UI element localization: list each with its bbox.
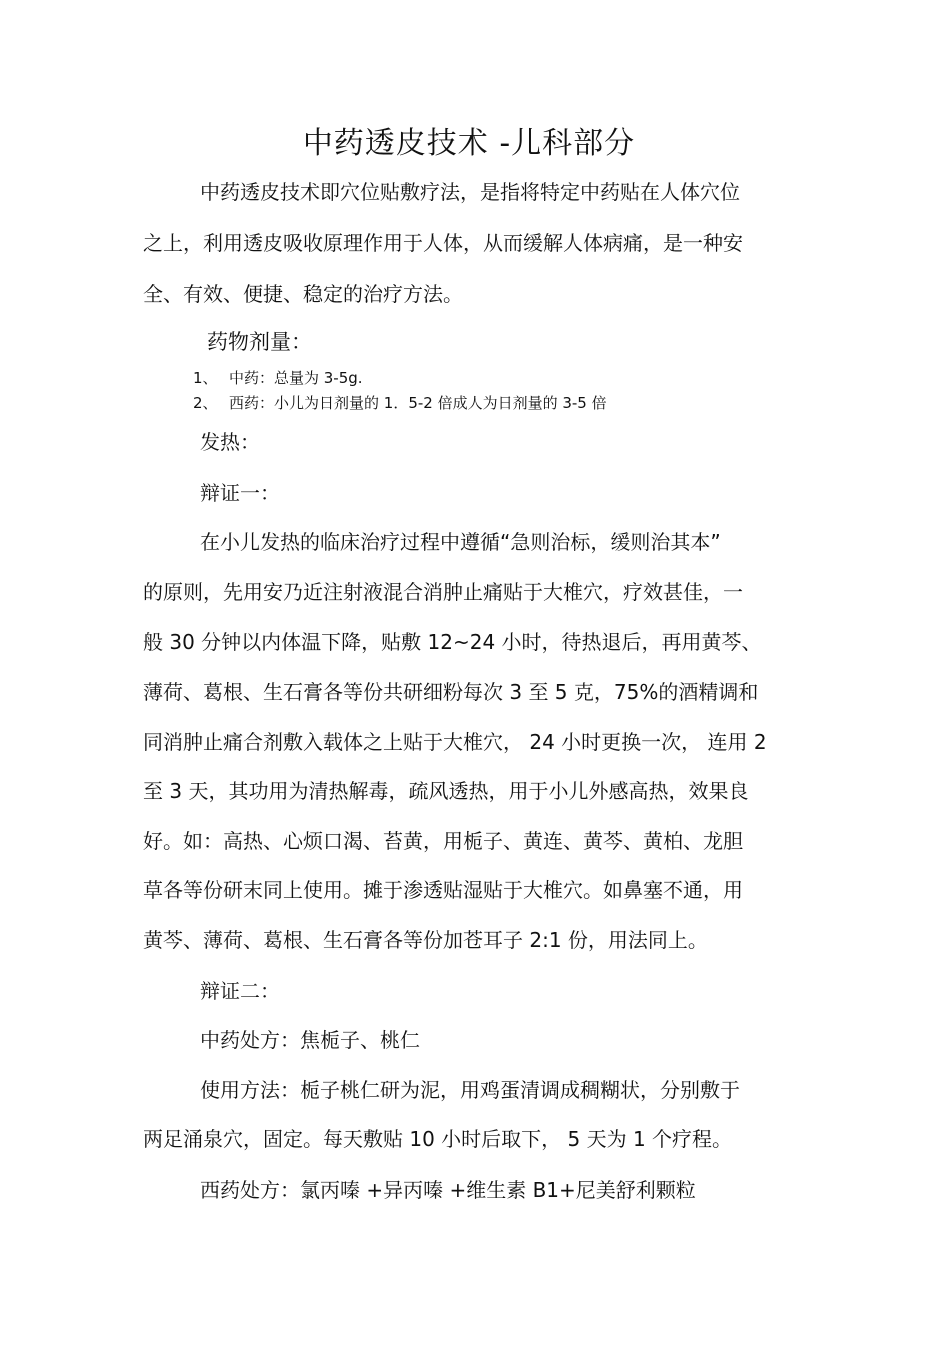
usage-line-1: 使用方法：栀子桃仁研为泥，用鸡蛋清调成稠糊状，分别敷于: [200, 1078, 740, 1102]
pattern-1-line-3: 般 30 分钟以内体温下降，贴敷 12~24 小时，待热退后，再用黄芩、: [143, 630, 762, 654]
pattern-1-line-7: 好。如：高热、心烦口渴、苔黄，用栀子、黄连、黄芩、黄柏、龙胆: [143, 829, 743, 853]
dosage-item-text: 中药：总量为 3-5g.: [229, 369, 363, 387]
intro-line-2: 之上，利用透皮吸收原理作用于人体，从而缓解人体病痛，是一种安: [143, 231, 743, 255]
pattern-1-line-1: 在小儿发热的临床治疗过程中遵循“急则治标，缓则治其本”: [200, 530, 721, 554]
western-prescription: 西药处方：氯丙嗪 +异丙嗪 +维生素 B1+尼美舒利颗粒: [200, 1178, 696, 1202]
pattern-1-line-9: 黄芩、薄荷、葛根、生石膏各等份加苍耳子 2:1 份，用法同上。: [143, 928, 708, 952]
pattern-2-heading: 辩证二：: [200, 979, 280, 1003]
intro-line-1: 中药透皮技术即穴位贴敷疗法，是指将特定中药贴在人体穴位: [200, 180, 740, 204]
pattern-1-line-2: 的原则，先用安乃近注射液混合消肿止痛贴于大椎穴，疗效甚佳，一: [143, 580, 743, 604]
dosage-heading: 药物剂量：: [207, 330, 312, 354]
usage-line-2: 两足涌泉穴，固定。每天敷贴 10 小时后取下， 5 天为 1 个疗程。: [143, 1127, 733, 1151]
dosage-item-text: 西药：小儿为日剂量的 1．5-2 倍成人为日剂量的 3-5 倍: [229, 394, 607, 412]
dosage-item-number: 2、: [193, 394, 218, 412]
pattern-1-line-8: 草各等份研末同上使用。摊于渗透贴湿贴于大椎穴。如鼻塞不通，用: [143, 878, 743, 902]
pattern-1-heading: 辩证一：: [200, 481, 280, 505]
tcm-prescription: 中药处方：焦栀子、桃仁: [200, 1028, 420, 1052]
fever-heading: 发热：: [200, 430, 260, 454]
dosage-item-1: [193, 368, 865, 388]
pattern-1-line-6: 至 3 天，其功用为清热解毒，疏风透热，用于小儿外感高热，效果良: [143, 779, 749, 803]
intro-line-3: 全、有效、便捷、稳定的治疗方法。: [143, 282, 463, 306]
document-title: 中药透皮技术 -儿科部分: [302, 126, 636, 161]
pattern-1-line-4: 薄荷、葛根、生石膏各等份共研细粉每次 3 至 5 克，75%的酒精调和: [143, 680, 759, 704]
pattern-1-line-5: 同消肿止痛合剂敷入载体之上贴于大椎穴， 24 小时更换一次， 连用 2: [143, 730, 767, 754]
dosage-item-2: [193, 393, 865, 413]
dosage-item-number: 1、: [193, 369, 218, 387]
